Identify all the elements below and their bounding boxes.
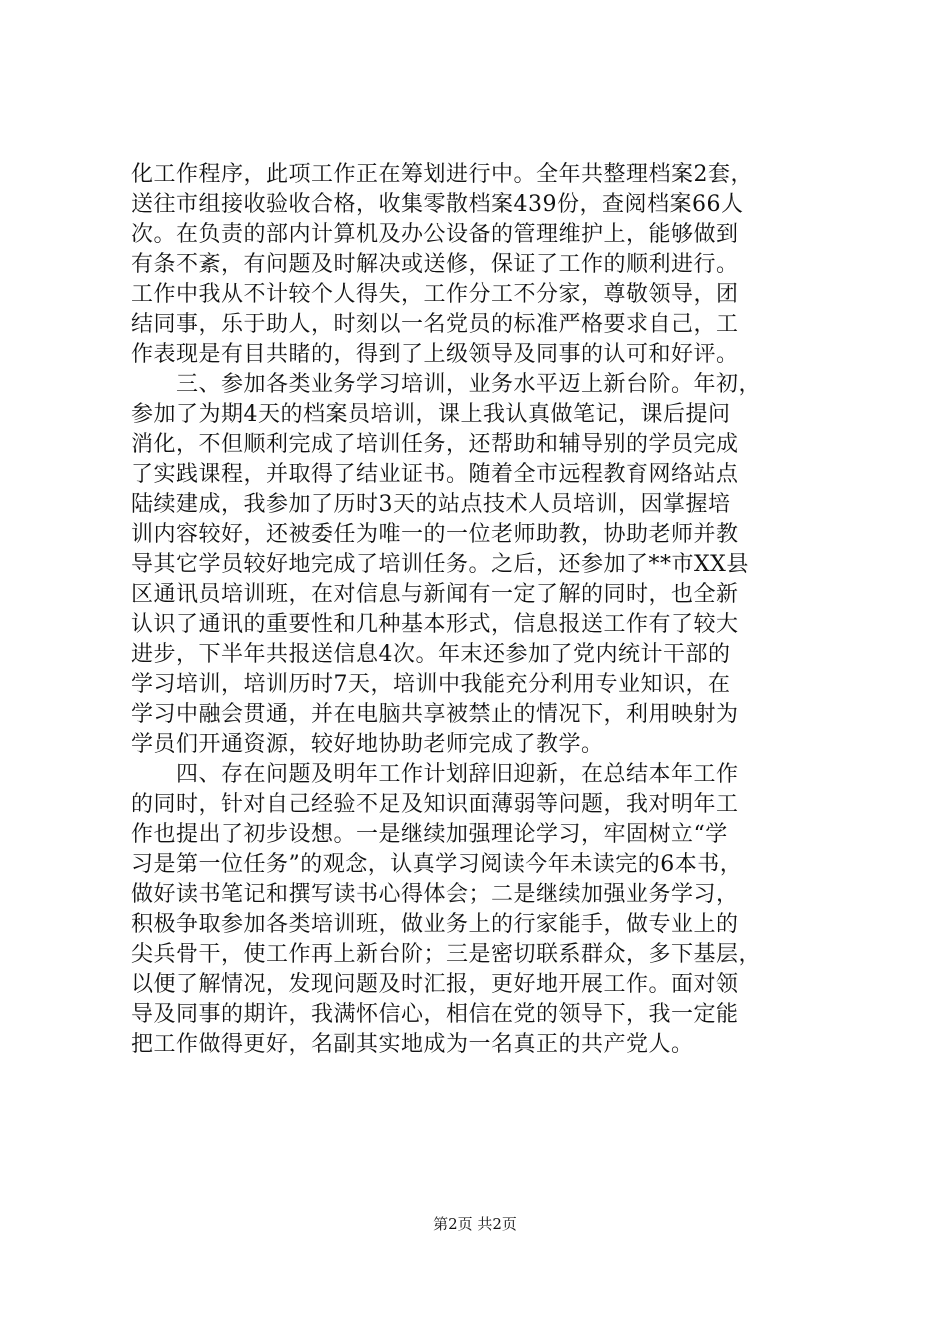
page-footer bbox=[0, 1214, 950, 1234]
text-line: 以便了解情况，发现问题及时汇报，更好地开展工作。面对领 bbox=[131, 972, 739, 997]
text-line: 习是第一位任务”的观念，认真学习阅读今年未读完的6本书， bbox=[131, 852, 743, 877]
text-line: 作表现是有目共睹的，得到了上级领导及同事的认可和好评。 bbox=[131, 342, 739, 367]
text-line: 有条不紊，有问题及时解决或送修，保证了工作的顺利进行。 bbox=[131, 252, 739, 277]
text-line: 认识了通讯的重要性和几种基本形式，信息报送工作有了较大 bbox=[131, 612, 739, 637]
text-line: 做好读书笔记和撰写读书心得体会；二是继续加强业务学习， bbox=[131, 882, 739, 907]
text-line: 结同事，乐于助人，时刻以一名党员的标准严格要求自己，工 bbox=[131, 312, 739, 337]
text-line: 尖兵骨干，使工作再上新台阶；三是密切联系群众，多下基层， bbox=[131, 942, 762, 967]
text-line: 四、存在问题及明年工作计划辞旧迎新，在总结本年工作 bbox=[131, 762, 739, 787]
text-line: 消化，不但顺利完成了培训任务，还帮助和辅导别的学员完成 bbox=[131, 432, 739, 457]
text-line: 积极争取参加各类培训班，做业务上的行家能手，做专业上的 bbox=[131, 912, 739, 937]
text-line: 学习中融会贯通，并在电脑共享被禁止的情况下，利用映射为 bbox=[131, 702, 739, 727]
text-line: 了实践课程，并取得了结业证书。随着全市远程教育网络站点 bbox=[131, 462, 739, 487]
text-line: 送往市组接收验收合格，收集零散档案439份，查阅档案66人 bbox=[131, 192, 744, 217]
text-line: 把工作做得更好，名副其实地成为一名真正的共产党人。 bbox=[131, 1032, 694, 1057]
text-line: 学员们开通资源，较好地协助老师完成了教学。 bbox=[131, 732, 604, 757]
text-line: 化工作程序，此项工作正在筹划进行中。全年共整理档案2套， bbox=[131, 162, 753, 187]
text-line: 作也提出了初步设想。一是继续加强理论学习，牢固树立“学 bbox=[131, 822, 728, 847]
text-line: 训内容较好，还被委任为唯一的一位老师助教，协助老师并教 bbox=[131, 522, 739, 547]
text-line: 区通讯员培训班，在对信息与新闻有一定了解的同时，也全新 bbox=[131, 582, 739, 607]
document-body bbox=[131, 160, 831, 1060]
text-line: 导及同事的期许，我满怀信心，相信在党的领导下，我一定能 bbox=[131, 1002, 739, 1027]
text-line: 的同时，针对自己经验不足及知识面薄弱等问题，我对明年工 bbox=[131, 792, 739, 817]
text-line: 工作中我从不计较个人得失，工作分工不分家，尊敬领导，团 bbox=[131, 282, 739, 307]
text-line: 进步，下半年共报送信息4次。年末还参加了党内统计干部的 bbox=[131, 642, 731, 667]
text-line: 学习培训，培训历时7天，培训中我能充分利用专业知识，在 bbox=[131, 672, 731, 697]
text-line: 陆续建成，我参加了历时3天的站点技术人员培训，因掌握培 bbox=[131, 492, 731, 517]
text-line: 次。在负责的部内计算机及办公设备的管理维护上，能够做到 bbox=[131, 222, 739, 247]
text-line: 参加了为期4天的档案员培训，课上我认真做笔记，课后提问 bbox=[131, 402, 731, 427]
text-line: 导其它学员较好地完成了培训任务。之后，还参加了**市XX县 bbox=[131, 552, 749, 577]
page-number-label: 第2页 共2页 bbox=[433, 1215, 517, 1233]
text-line: 三、参加各类业务学习培训，业务水平迈上新台阶。年初， bbox=[131, 372, 762, 397]
